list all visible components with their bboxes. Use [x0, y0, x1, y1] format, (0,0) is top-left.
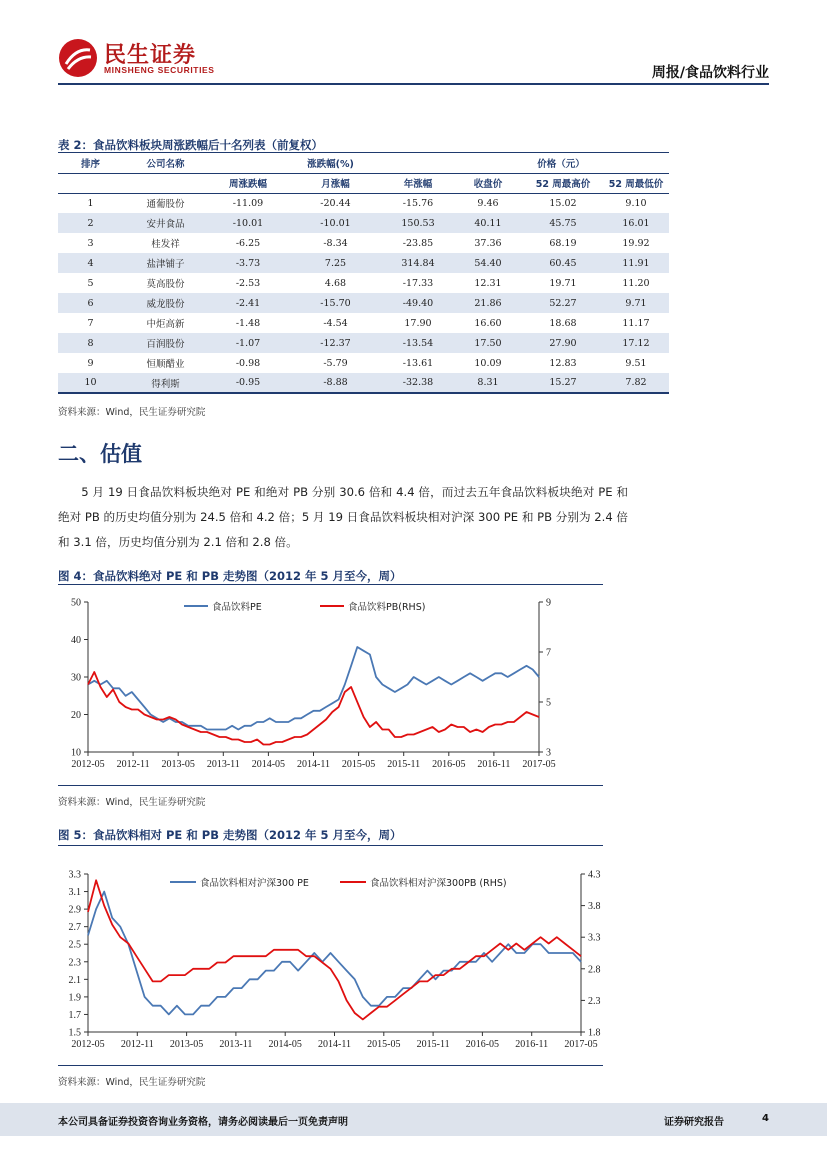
chart5-bottom-rule — [58, 1065, 603, 1066]
chart4-series-pb-line — [88, 672, 539, 745]
chart4-axes — [71, 598, 556, 771]
cell-rank: 3 — [87, 237, 94, 249]
chart5-x-tick-label: 2012-11 — [120, 1039, 154, 1050]
chart5-left-tick-label: 2.1 — [68, 974, 81, 986]
cell-company: 莫高股份 — [146, 279, 185, 290]
cell-yearly: 314.84 — [383, 253, 453, 273]
chart4-x-tick-label: 2013-05 — [161, 759, 195, 770]
chart4-x-tick-label: 2012-05 — [71, 759, 105, 770]
cell-rank: 1 — [87, 197, 94, 209]
chart5-legend — [170, 877, 507, 889]
cell-rank: 7 — [87, 317, 94, 329]
cell-rank: 10 — [58, 373, 123, 393]
chart4-legend-pe: 食品饮料PE — [212, 602, 262, 613]
cell-high52: 45.75 — [523, 213, 603, 233]
chart5-x-tick-label: 2015-05 — [367, 1039, 401, 1050]
cell-monthly: 4.68 — [324, 277, 347, 289]
header-change-group: 涨跌幅(%) — [208, 153, 453, 173]
chart5-caption: 图 5：食品饮料相对 PE 和 PB 走势图（2012 年 5 月至今，周） — [58, 828, 402, 842]
chart4-legend-pb: 食品饮料PB(RHS) — [348, 602, 426, 613]
chart4-right-tick-label: 3 — [546, 747, 551, 759]
cell-weekly: -6.25 — [235, 237, 261, 249]
table-row — [58, 353, 669, 373]
document-tag: 周报/食品饮料行业 — [651, 65, 769, 81]
cell-monthly: -5.79 — [323, 357, 348, 369]
chart4-x-tick-label: 2012-11 — [116, 759, 150, 770]
cell-monthly: -20.44 — [320, 197, 351, 209]
cell-yearly: -13.54 — [383, 333, 453, 353]
cell-monthly: -8.34 — [323, 237, 348, 249]
chart5-left-tick-label: 2.7 — [68, 922, 81, 934]
header-divider — [58, 83, 769, 85]
chart5-left-tick-label: 1.7 — [68, 1009, 81, 1021]
table-source: 资料来源：Wind，民生证券研究院 — [58, 407, 206, 418]
cell-close: 54.40 — [453, 253, 523, 273]
table-row — [58, 193, 669, 213]
cell-weekly: -1.48 — [235, 317, 261, 329]
chart5-right-tick-label: 3.3 — [588, 932, 601, 944]
chart4-x-tick-label: 2017-05 — [522, 759, 556, 770]
cell-low52: 7.82 — [603, 373, 669, 393]
page-header — [0, 0, 827, 90]
cell-yearly: -15.76 — [402, 197, 434, 209]
cell-yearly: -49.40 — [383, 293, 453, 313]
chart4-x-tick-label: 2015-05 — [341, 759, 376, 770]
cell-close: 37.36 — [474, 237, 502, 249]
table-row — [58, 333, 669, 353]
chart5-x-tick-label: 2015-11 — [416, 1039, 450, 1050]
chart5-x-tick-label: 2014-11 — [318, 1039, 351, 1050]
cell-low52: 11.91 — [603, 253, 669, 273]
page-number: 4 — [762, 1113, 769, 1124]
cell-weekly: -2.53 — [235, 277, 261, 289]
header-high52: 52 周最高价 — [523, 173, 603, 193]
chart4-x-tick-label: 2014-11 — [297, 759, 330, 770]
chart5-source: 资料来源：Wind，民生证券研究院 — [58, 1077, 206, 1088]
cell-monthly: -15.70 — [288, 293, 383, 313]
chart4-series-pe-line — [88, 647, 539, 730]
cell-high52: 60.45 — [523, 253, 603, 273]
chart5-right-tick-label: 2.3 — [588, 995, 601, 1007]
cell-high52: 19.71 — [549, 277, 577, 289]
cell-weekly: -3.73 — [208, 253, 288, 273]
cell-close: 10.09 — [474, 357, 502, 369]
cell-low52: 9.71 — [603, 293, 669, 313]
bottom-ten-table — [58, 153, 669, 394]
chart5-x-tick-label: 2012-05 — [71, 1039, 105, 1050]
table-row — [58, 233, 669, 253]
cell-close: 9.46 — [477, 197, 499, 209]
section-title: 二、估值 — [58, 442, 142, 466]
table-row — [58, 253, 669, 273]
chart5-right-tick-label: 2.8 — [588, 964, 601, 976]
chart4-left-tick-label: 20 — [71, 710, 81, 721]
header-close: 收盘价 — [453, 173, 523, 193]
cell-yearly: 17.90 — [404, 317, 432, 329]
page-footer — [0, 1103, 827, 1136]
chart5-x-tick-label: 2013-11 — [219, 1039, 253, 1050]
chart5-left-tick-label: 2.5 — [68, 939, 81, 951]
cell-monthly: -10.01 — [288, 213, 383, 233]
chart5-x-tick-label: 2017-05 — [564, 1039, 598, 1050]
chart4-left-tick-label: 40 — [71, 635, 81, 646]
cell-high52: 12.83 — [549, 357, 577, 369]
chart5-left-tick-label: 1.9 — [68, 992, 81, 1004]
cell-rank: 9 — [87, 357, 94, 369]
chart5-left-tick-label: 3.1 — [68, 887, 81, 899]
header-monthly: 月涨幅 — [288, 173, 383, 193]
header-weekly: 周涨跌幅 — [208, 173, 288, 193]
cell-low52: 9.10 — [625, 197, 647, 209]
header-rank: 排序 — [58, 153, 123, 173]
chart5-x-tick-label: 2016-11 — [515, 1039, 549, 1050]
chart5-svg — [58, 862, 603, 1062]
table-row — [58, 313, 669, 333]
header-company: 公司名称 — [123, 153, 208, 173]
cell-weekly: -2.41 — [208, 293, 288, 313]
logo-text-cn: 民生证券 — [104, 43, 197, 68]
table-row — [58, 373, 669, 393]
cell-monthly: -12.37 — [288, 333, 383, 353]
footer-disclaimer: 本公司具备证券投资咨询业务资格，请务必阅读最后一页免责声明 — [58, 1117, 348, 1128]
table-row — [58, 213, 669, 233]
footer-report-type: 证券研究报告 — [664, 1117, 724, 1128]
cell-low52: 17.12 — [603, 333, 669, 353]
chart5-container — [58, 862, 603, 1062]
cell-close: 8.31 — [453, 373, 523, 393]
cell-high52: 27.90 — [523, 333, 603, 353]
chart5-x-tick-label: 2013-05 — [169, 1039, 204, 1050]
chart4-x-tick-label: 2013-11 — [206, 759, 240, 770]
chart5-series-pb-line — [88, 880, 581, 1019]
chart4-right-tick-label: 7 — [546, 647, 551, 659]
cell-low52: 19.92 — [622, 237, 650, 249]
table-caption: 表 2：食品饮料板块周涨跌幅后十名列表（前复权） — [58, 138, 324, 152]
cell-yearly: 150.53 — [383, 213, 453, 233]
cell-rank: 8 — [58, 333, 123, 353]
chart5-left-tick-label: 1.5 — [68, 1027, 81, 1039]
cell-high52: 18.68 — [549, 317, 577, 329]
chart5-right-tick-label: 3.8 — [588, 901, 601, 913]
minsheng-logo-icon — [58, 38, 98, 78]
chart4-bottom-rule — [58, 785, 603, 786]
cell-low52: 11.20 — [622, 277, 650, 289]
chart5-x-tick-label: 2014-05 — [268, 1039, 302, 1050]
cell-rank: 5 — [87, 277, 94, 289]
cell-rank: 2 — [58, 213, 123, 233]
logo-text-en: MINSHENG SECURITIES — [104, 65, 215, 75]
cell-close: 17.50 — [453, 333, 523, 353]
chart5-caption-rule — [58, 845, 603, 846]
cell-high52: 15.27 — [523, 373, 603, 393]
chart4-svg — [58, 590, 603, 780]
cell-company: 中炬高新 — [146, 319, 185, 330]
cell-company: 得利斯 — [123, 373, 208, 393]
cell-yearly: -23.85 — [402, 237, 434, 249]
chart4-left-tick-label: 30 — [71, 672, 81, 684]
chart5-right-tick-label: 4.3 — [588, 869, 601, 881]
cell-rank: 6 — [58, 293, 123, 313]
cell-close: 12.31 — [474, 277, 502, 289]
cell-monthly: 7.25 — [288, 253, 383, 273]
header-yearly: 年涨幅 — [383, 173, 453, 193]
chart5-series-pe-line — [88, 892, 581, 1015]
cell-close: 21.86 — [453, 293, 523, 313]
cell-rank: 4 — [58, 253, 123, 273]
cell-low52: 9.51 — [625, 357, 647, 369]
chart5-legend-pe: 食品饮料相对沪深300 PE — [200, 878, 309, 889]
chart4-left-tick-label: 10 — [71, 747, 81, 759]
chart5-left-tick-label: 2.3 — [68, 957, 81, 969]
chart5-left-tick-label: 3.3 — [68, 869, 81, 881]
cell-yearly: -32.38 — [383, 373, 453, 393]
cell-weekly: -0.98 — [235, 357, 261, 369]
chart4-caption: 图 4：食品饮料绝对 PE 和 PB 走势图（2012 年 5 月至今，周） — [58, 569, 402, 583]
cell-weekly: -1.07 — [208, 333, 288, 353]
chart4-left-tick-label: 50 — [71, 597, 81, 609]
chart4-legend — [184, 601, 425, 613]
chart4-right-tick-label: 9 — [546, 597, 551, 609]
cell-high52: 68.19 — [549, 237, 577, 249]
cell-monthly: -8.88 — [288, 373, 383, 393]
chart5-right-tick-label: 1.8 — [588, 1027, 601, 1039]
chart4-right-tick-label: 5 — [546, 697, 551, 709]
cell-weekly: -11.09 — [232, 197, 264, 209]
cell-company: 桂发祥 — [151, 239, 180, 250]
chart4-container — [58, 590, 603, 780]
chart4-x-tick-label: 2016-05 — [432, 759, 466, 770]
cell-weekly: -0.95 — [208, 373, 288, 393]
table-row — [58, 293, 669, 313]
chart5-axes — [69, 870, 601, 1051]
cell-company: 威龙股份 — [123, 293, 208, 313]
cell-high52: 52.27 — [523, 293, 603, 313]
chart5-left-tick-label: 2.9 — [68, 904, 81, 916]
chart5-x-tick-label: 2016-05 — [465, 1039, 500, 1050]
cell-yearly: -13.61 — [402, 357, 434, 369]
cell-low52: 16.01 — [603, 213, 669, 233]
chart4-x-tick-label: 2016-11 — [477, 759, 511, 770]
header-low52: 52 周最低价 — [603, 173, 669, 193]
cell-weekly: -10.01 — [208, 213, 288, 233]
cell-company: 盐津铺子 — [123, 253, 208, 273]
chart4-source: 资料来源：Wind，民生证券研究院 — [58, 797, 206, 808]
valuation-paragraph: 5 月 19 日食品饮料板块绝对 PE 和绝对 PB 分别 30.6 倍和 4.4 倍，而过去五年食品饮料板块绝对 PE 和绝对 PB 的历史均值分别为 24.5 倍和 4.2 倍；5 月 19 日食品饮料板块相对沪深 300 PE 和 PB 分别为 2.4 倍和 3.1 倍，历史均值分别为 2.1 倍和 2.8 倍。 — [58, 485, 628, 549]
cell-high52: 15.02 — [549, 197, 577, 209]
cell-yearly: -17.33 — [402, 277, 434, 289]
chart5-legend-pb: 食品饮料相对沪深300PB (RHS) — [370, 878, 507, 889]
cell-low52: 11.17 — [622, 317, 650, 329]
cell-close: 40.11 — [453, 213, 523, 233]
cell-company: 恒顺醋业 — [146, 359, 185, 370]
chart4-x-tick-label: 2014-05 — [251, 759, 286, 770]
table-row — [58, 273, 669, 293]
header-price-group: 价格（元） — [453, 153, 669, 173]
cell-company: 通葡股份 — [146, 199, 185, 211]
chart4-caption-rule — [58, 584, 603, 585]
cell-monthly: -4.54 — [323, 317, 348, 329]
cell-company: 百润股份 — [123, 333, 208, 353]
chart4-x-tick-label: 2015-11 — [387, 759, 421, 770]
cell-company: 安井食品 — [123, 213, 208, 233]
cell-close: 16.60 — [474, 317, 502, 329]
